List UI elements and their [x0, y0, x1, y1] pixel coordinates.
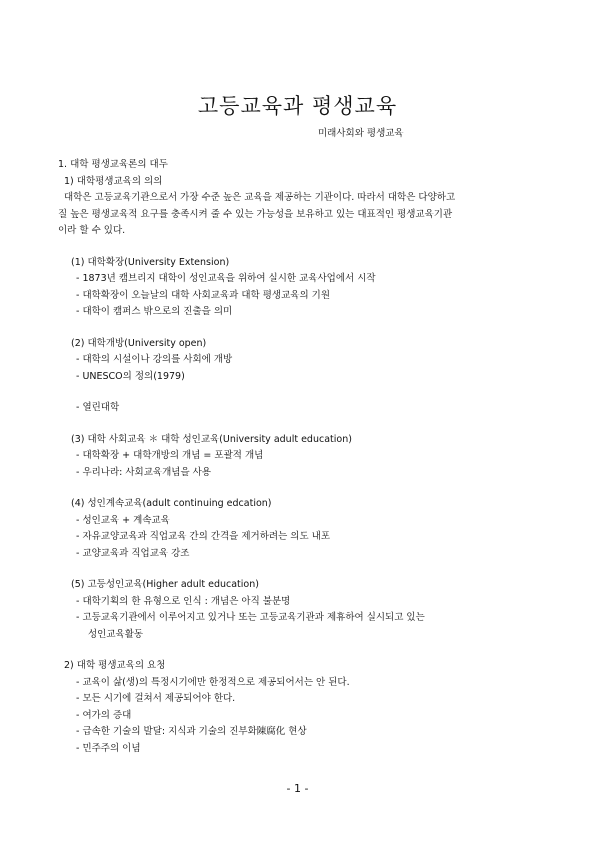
list-item: - 우리나라: 사회교육개념을 사용	[76, 466, 211, 478]
list-item: - 고등교육기관에서 이루어지고 있거나 또는 고등교육기관과 제휴하여 실시되고 있는	[76, 612, 425, 623]
block1-heading: (1) 대학확장(University Extension)	[71, 256, 230, 268]
list-item: - 민주주의 이념	[76, 742, 141, 754]
list-item: - 대학기획의 한 유형으로 인식 : 개념은 아직 불분명	[76, 595, 291, 607]
paragraph-line: 대학은 고등교육기관으로서 가장 수준 높은 교육을 제공하는 기관이다. 따라서 대학은 다양하고	[64, 192, 456, 203]
paragraph-line: 질 높은 평생교육적 요구를 충족시켜 줄 수 있는 가능성을 보유하고 있는 대표적인 평생교육기관	[58, 208, 453, 220]
list-item-continuation: 성인교육활동	[88, 628, 144, 640]
section1-subheading: 1) 대학평생교육의 의의	[64, 175, 163, 187]
list-item: - 성인교육 + 계속교육	[76, 514, 170, 526]
list-item: - 대학의 시설이나 강의를 사회에 개방	[76, 354, 233, 365]
list-item: - UNESCO의 정의(1979)	[76, 370, 185, 382]
list-item: - 모든 시기에 걸쳐서 제공되어야 한다.	[76, 693, 236, 704]
list-item: - 교양교육과 직업교육 강조	[76, 547, 190, 559]
list-item: - 대학이 캠퍼스 밖으로의 진출을 의미	[76, 306, 233, 317]
list-item: - 대학확장이 오늘날의 대학 사회교육과 대학 평생교육의 기원	[76, 289, 330, 301]
block5-heading: (5) 고등성인교육(Higher adult education)	[71, 579, 259, 590]
page-subtitle: 미래사회와 평생교육	[318, 128, 404, 139]
section1-heading: 1. 대학 평생교육론의 대두	[58, 159, 168, 170]
list-item: - 교육이 삶(생)의 특정시기에만 한정적으로 제공되어서는 안 된다.	[76, 676, 350, 688]
block4-heading: (4) 성인계속교육(adult continuing edcation)	[71, 498, 272, 509]
list-item: - 여가의 증대	[76, 709, 132, 721]
page-number: - 1 -	[286, 782, 309, 795]
paragraph-line: 이라 할 수 있다.	[58, 225, 126, 236]
list-item: - 열린대학	[76, 402, 120, 413]
page-title: 고등교육과 평생교육	[197, 94, 398, 118]
list-item: - 급속한 기술의 발달: 지식과 기술의 진부화陳腐化 현상	[76, 726, 307, 737]
section2-heading: 2) 대학 평생교육의 요청	[64, 660, 166, 671]
list-item: - 대학확장 + 대학개방의 개념 = 포괄적 개념	[76, 450, 264, 461]
document-body	[58, 157, 538, 757]
list-item: - 자유교양교육과 직업교육 간의 간격을 제거하려는 의도 내포	[76, 531, 330, 542]
list-item: - 1873년 캠브리지 대학이 성인교육을 위하여 실시한 교육사업에서 시작	[76, 273, 376, 284]
block3-heading: (3) 대학 사회교육 ＊ 대학 성인교육(University adult education)	[71, 433, 352, 445]
block2-heading: (2) 대학개방(University open)	[71, 337, 207, 349]
